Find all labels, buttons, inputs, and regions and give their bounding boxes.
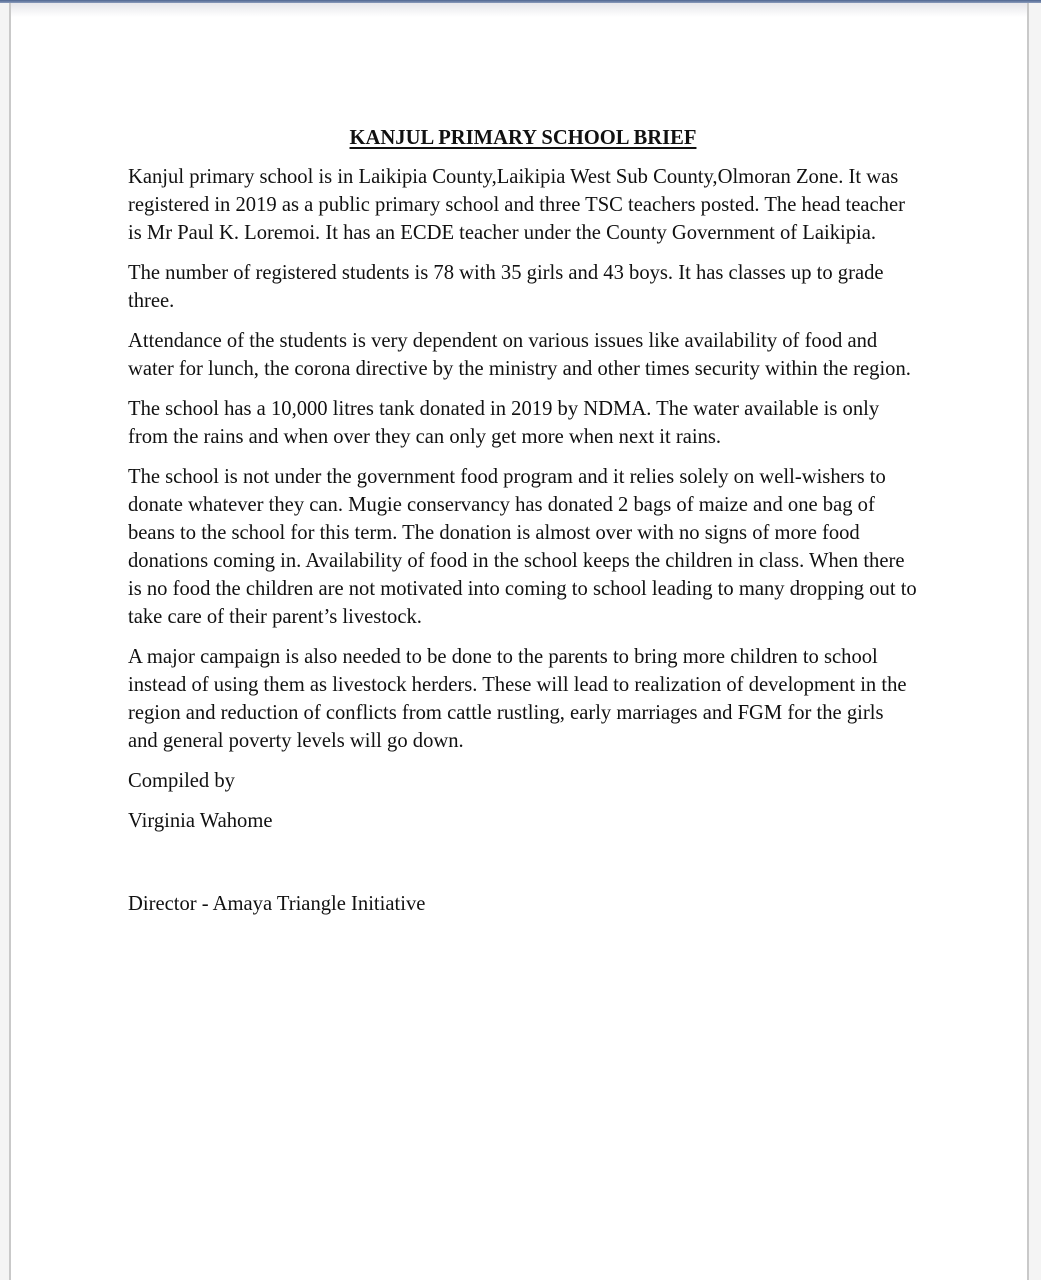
- document-title: KANJUL PRIMARY SCHOOL BRIEF: [349, 127, 697, 149]
- document-page: [9, 3, 1029, 1280]
- paragraph-campaign: A major campaign is also needed to be done to the parents to bring more children to school instead of using them as livestock herders. These will lead to realization of development in the region and reduction of conflicts from cattle rustling, early marriages and FGM for the girls and general poverty levels will go down.: [128, 646, 907, 752]
- author-name: Virginia Wahome: [128, 810, 273, 832]
- paragraph-location: Kanjul primary school is in Laikipia County,Laikipia West Sub County,Olmoran Zone. It was registered in 2019 as a public primary school and three TSC teachers posted. The head teacher is Mr Paul K. Loremoi. It has an ECDE teacher under the County Government of Laikipia.: [128, 166, 905, 244]
- paragraph-enrollment: The number of registered students is 78 with 35 girls and 43 boys. It has classes up to grade three.: [128, 262, 884, 312]
- author-role: Director - Amaya Triangle Initiative: [128, 893, 426, 915]
- document-content: [128, 121, 918, 930]
- paragraph-food: The school is not under the government food program and it relies solely on well-wishers to donate whatever they can. Mugie conservancy has donated 2 bags of maize and one bag of beans to the school for this term. The donation is almost over with no signs of more food donations coming in. Availability of food in the school keeps the children in class. When there is no food the children are not motivated into coming to school leading to many dropping out to take care of their parent’s livestock.: [128, 466, 917, 628]
- compiled-by-label: Compiled by: [128, 770, 235, 792]
- paragraph-water: The school has a 10,000 litres tank donated in 2019 by NDMA. The water available is only from the rains and when over they can only get more when next it rains.: [128, 398, 880, 448]
- paragraph-attendance: Attendance of the students is very dependent on various issues like availability of food and water for lunch, the corona directive by the ministry and other times security within the region.: [128, 330, 911, 380]
